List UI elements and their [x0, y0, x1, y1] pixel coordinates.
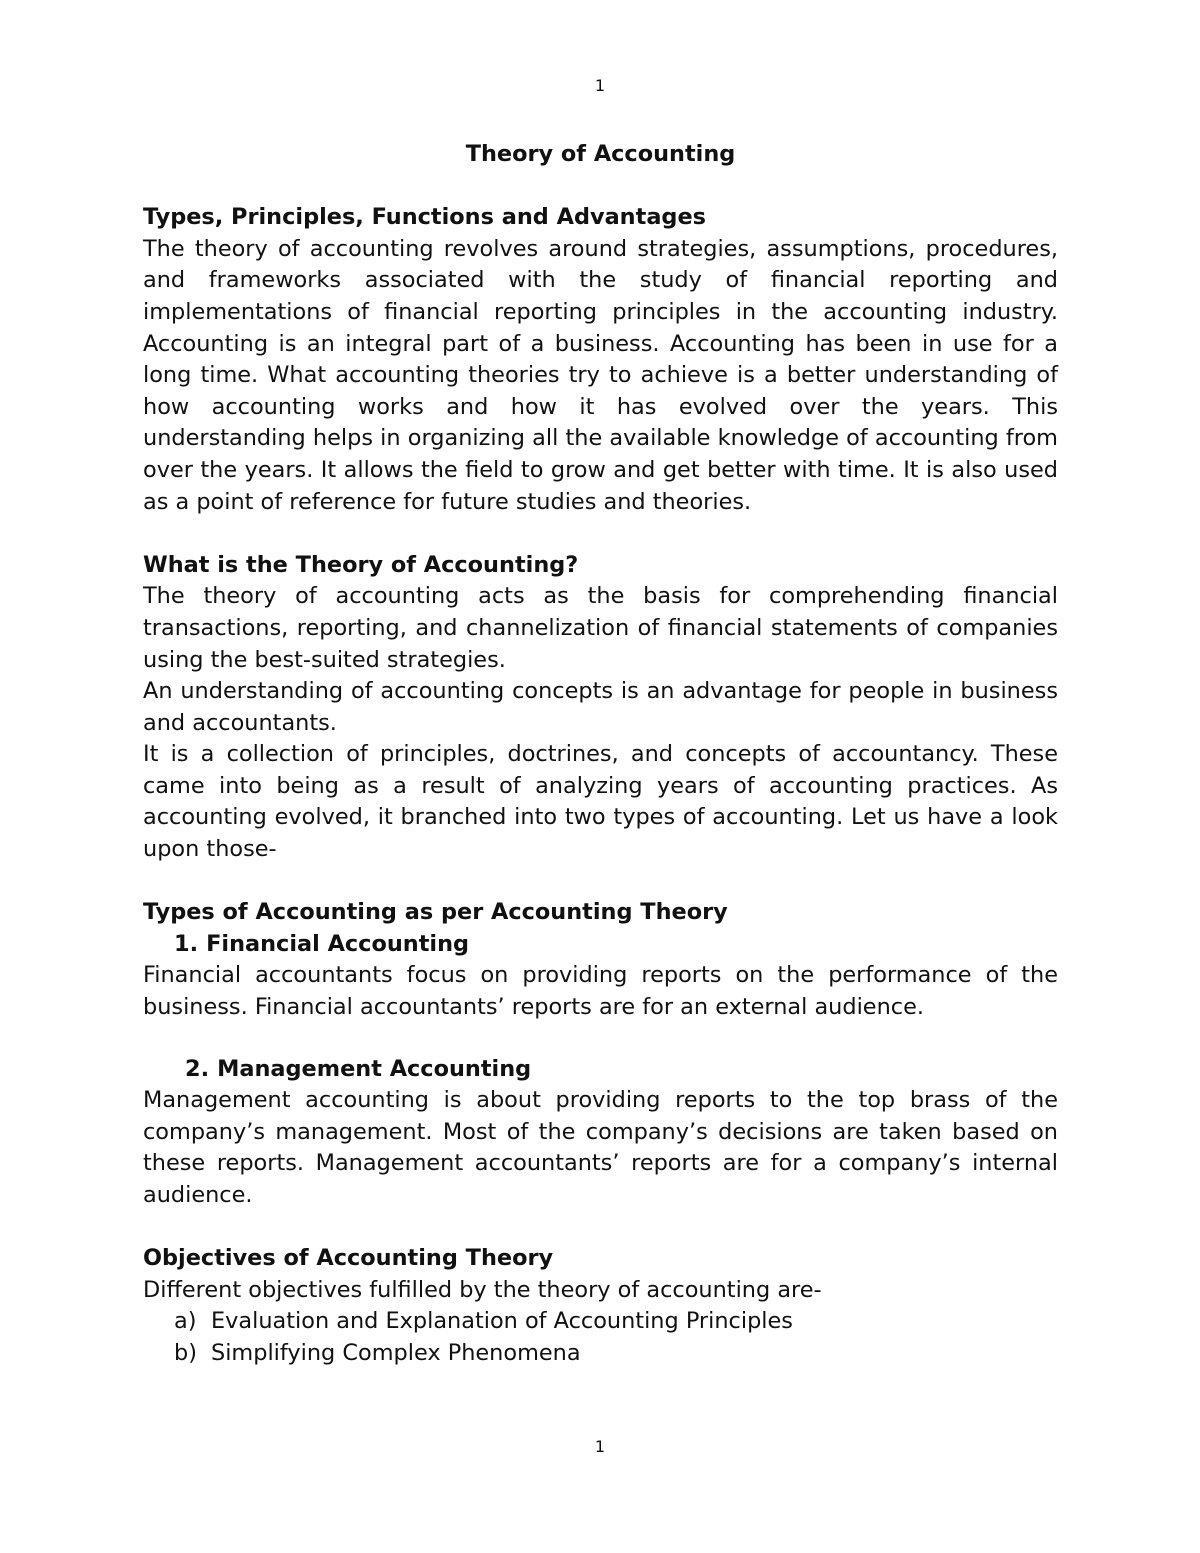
section-heading-types: Types of Accounting as per Accounting Theory — [143, 899, 728, 926]
list-item-text: Simplifying Complex Phenomena — [211, 1339, 581, 1366]
document-title: Theory of Accounting — [465, 141, 736, 167]
intro-paragraph: The theory of accounting revolves around strategies, assumptions, procedures, and frameworks associated with the study of financial reporting and implementations of financial reporting principles in the accounting industry. Accounting is an integral part of a business. Accounting has been in use for a long time. What accounting theories try to achieve is a better understanding of how accounting works and how it has evolved over the years. This understanding helps in organizing all the available knowledge of accounting from over the years. It allows the field to grow and get better with time. It is also used as a point of reference for future studies and theories. — [143, 235, 1058, 515]
financial-accounting-paragraph: Financial accountants focus on providing reports on the performance of the business. Financial accountants’ reports are for an external audience. — [143, 962, 1058, 1021]
subheading-label: Management Accounting — [217, 1055, 532, 1082]
objectives-intro: Different objectives fulfilled by the theory of accounting are- — [143, 1276, 822, 1303]
subheading-management-accounting — [143, 1054, 1058, 1086]
subheading-financial-accounting — [143, 929, 1058, 961]
management-accounting-paragraph: Management accounting is about providing reports to the top brass of the company’s management. Most of the company’s decisions are taken based on these reports. Management accountants’ reports are for a company’s internal audience. — [143, 1087, 1058, 1208]
section-heading-intro: Types, Principles, Functions and Advantages — [143, 204, 706, 231]
list-marker: a) — [174, 1308, 197, 1335]
section-heading-what-is: What is the Theory of Accounting? — [143, 551, 579, 578]
list-item — [143, 1338, 1058, 1370]
subheading-number: 2. — [185, 1055, 210, 1082]
list-marker: b) — [174, 1339, 197, 1366]
document-body — [143, 139, 1058, 1370]
what-is-paragraph-1: The theory of accounting acts as the basis for comprehending financial transactions, reporting, and channelization of financial statements of companies using the best-suited strategies. — [143, 583, 1058, 673]
what-is-paragraph-3: It is a collection of principles, doctrines, and concepts of accountancy. These came into being as a result of analyzing years of accounting practices. As accounting evolved, it branched into two types of accounting. Let us have a look upon those- — [143, 741, 1058, 863]
what-is-paragraph-2: An understanding of accounting concepts is an advantage for people in business and accountants. — [143, 678, 1058, 736]
page-number-footer: 1 — [594, 1437, 606, 1456]
subheading-label: Financial Accounting — [206, 930, 470, 957]
page-number-header: 1 — [594, 76, 606, 95]
list-item-text: Evaluation and Explanation of Accounting Principles — [211, 1308, 793, 1335]
list-item — [143, 1306, 1058, 1338]
section-heading-objectives: Objectives of Accounting Theory — [143, 1245, 554, 1272]
subheading-number: 1. — [174, 930, 199, 957]
